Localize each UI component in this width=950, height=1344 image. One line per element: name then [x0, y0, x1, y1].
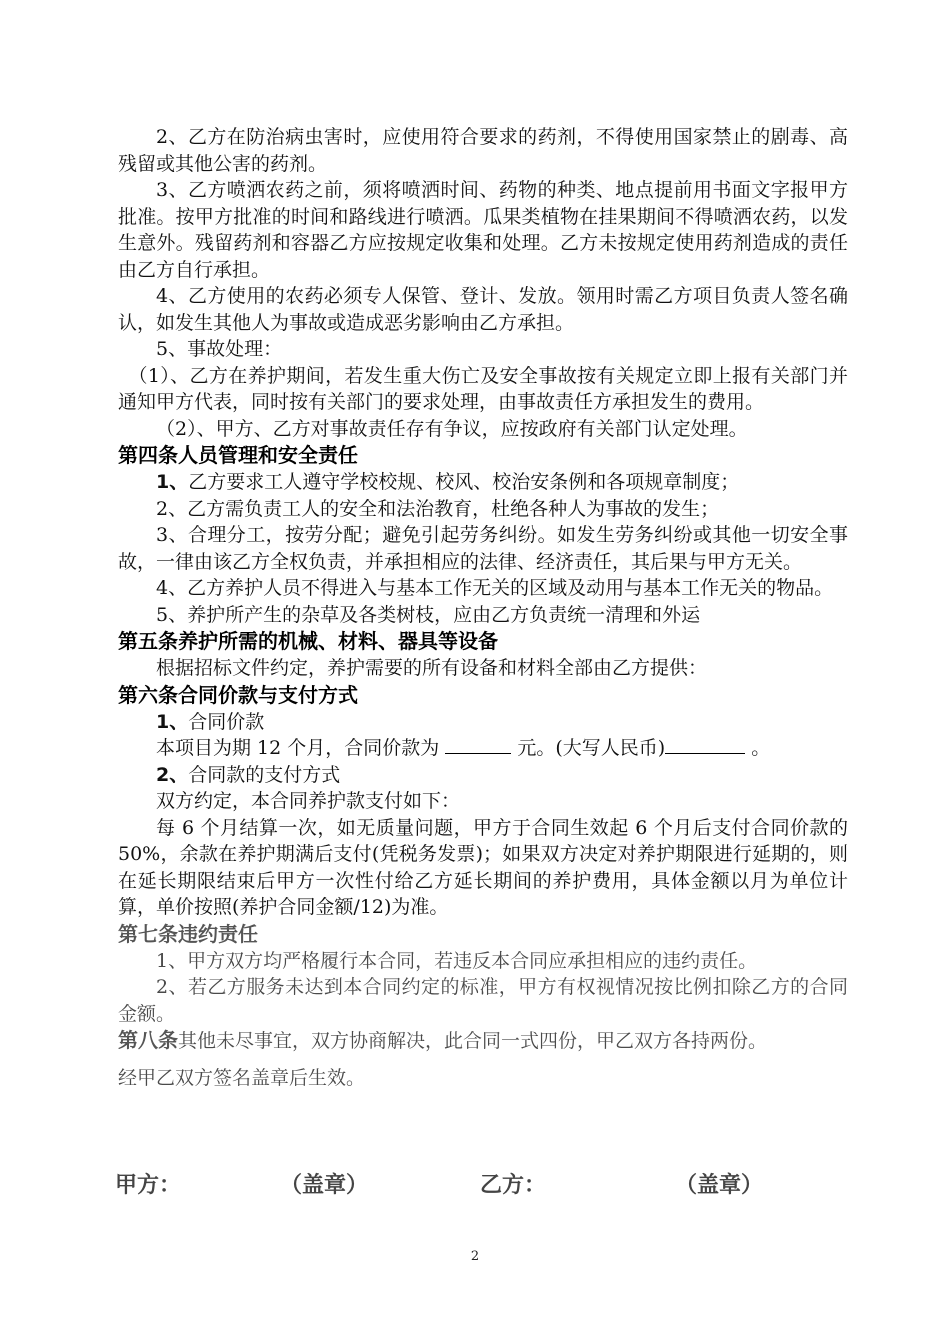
page-number: 2: [470, 1249, 480, 1264]
clause-accident-5-2: （2）、甲方、乙方对事故责任存有争议，应按政府有关部门认定处理。: [156, 417, 748, 440]
article8-text2: 经甲乙双方签名盖章后生效。: [118, 1066, 366, 1089]
article4-item4: 4、乙方养护人员不得进入与基本工作无关的区域及动用与基本工作无关的物品。: [156, 577, 834, 599]
article4-item3: 3、合理分工，按劳分配；避免引起劳务纠纷。如发生劳务纠纷或其他一切安全事故，一律由该乙方全权负责，并承担相应的法律、经济责任，其后果与甲方无关。: [118, 524, 848, 573]
article4-item5: 5、养护所产生的杂草及各类树枝，应由乙方负责统一清理和外运: [156, 603, 701, 626]
article5-text: 根据招标文件约定，养护需要的所有设备和材料全部由乙方提供：: [156, 657, 708, 679]
article6-sub1-number: 1、: [156, 710, 189, 733]
clause-pesticide-2: 2、乙方在防治病虫害时，应使用符合要求的药剂，不得使用国家禁止的剧毒、高残留或其他公害的药剂。: [118, 126, 848, 175]
article4-heading: 第四条人员管理和安全责任: [118, 443, 358, 467]
article6-pay-text: 每 6 个月结算一次，如无质量问题，甲方于合同生效起 6 个月后支付合同价款的 50%，余款在养护期满后支付(凭税务发票)；如果双方决定对养护期限进行延期的，则在延长期限结束后甲方一次性付给乙方延长期间的养护费用，具体金额以月为单位计算，单价按照(养护合同金额/12)为准。: [118, 816, 848, 918]
article6-sub2: [118, 762, 848, 789]
article8-paragraph: [118, 1027, 848, 1055]
price-prefix: 本项目为期 12 个月，合同价款为: [156, 737, 440, 759]
article7-item2: 2、若乙方服务未达到本合同约定的标准，甲方有权视情况按比例扣除乙方的合同金额。: [118, 976, 848, 1025]
article6-pay-intro: 双方约定，本合同养护款支付如下：: [156, 790, 461, 812]
article4-item2: 2、乙方需负责工人的安全和法治教育，杜绝各种人为事故的发生；: [156, 497, 720, 520]
party-a-seal: （盖章）: [280, 1173, 369, 1198]
clause-accident-5: 5、事故处理：: [156, 338, 283, 360]
article7-item1: 1、甲方双方均严格履行本合同，若违反本合同应承担相应的违约责任。: [156, 949, 758, 972]
price-capital-blank[interactable]: [665, 735, 745, 754]
article4-item1-number: 1、: [156, 471, 189, 493]
clause-pesticide-4: 4、乙方使用的农药必须专人保管、登计、发放。领用时需乙方项目负责人签名确认，如发生其他人为事故或造成恶劣影响由乙方承担。: [118, 285, 848, 334]
price-amount-blank[interactable]: [445, 735, 511, 754]
party-a-label: 甲方：: [115, 1173, 182, 1198]
article6-sub2-number: 2、: [156, 763, 189, 786]
clause-accident-5-1: （1）、乙方在养护期间，若发生重大伤亡及安全事故按有关规定立即上报有关部门并通知甲方代表，同时按有关部门的要求处理，由事故责任方承担发生的费用。: [118, 364, 848, 413]
article6-sub1-label: 合同价款: [188, 710, 265, 733]
article8-heading: 第八条: [118, 1028, 178, 1052]
article6-sub1: [118, 709, 848, 736]
article5-heading: 第五条养护所需的机械、材料、器具等设备: [118, 629, 498, 653]
article6-sub2-label: 合同款的支付方式: [188, 763, 341, 786]
article6-heading: 第六条合同价款与支付方式: [118, 682, 358, 707]
price-unit: 元。(大写人民币): [517, 737, 666, 759]
article4-item1: [118, 469, 848, 496]
party-b-label: 乙方：: [480, 1173, 547, 1198]
price-end: 。: [751, 737, 771, 759]
contract-body: [118, 124, 848, 1091]
clause-pesticide-3: 3、乙方喷洒农药之前，须将喷洒时间、药物的种类、地点提前用书面文字报甲方批准。按甲方批准的时间和路线进行喷洒。瓜果类植物在挂果期间不得喷洒农药，以发生意外。残留药剂和容器乙方应按规定收集和处理。乙方未按规定使用药剂造成的责任由乙方自行承担。: [118, 179, 848, 281]
article4-item1-text: 乙方要求工人遵守学校校规、校风、校治安条例和各项规章制度；: [188, 471, 740, 493]
article7-heading: 第七条违约责任: [118, 921, 258, 946]
article6-price-line: [118, 735, 848, 762]
signature-row: [115, 1168, 815, 1198]
party-b-seal: （盖章）: [675, 1173, 764, 1198]
article8-text: 其他未尽事宜，双方协商解决，此合同一式四份，甲乙双方各持两份。: [178, 1030, 768, 1052]
